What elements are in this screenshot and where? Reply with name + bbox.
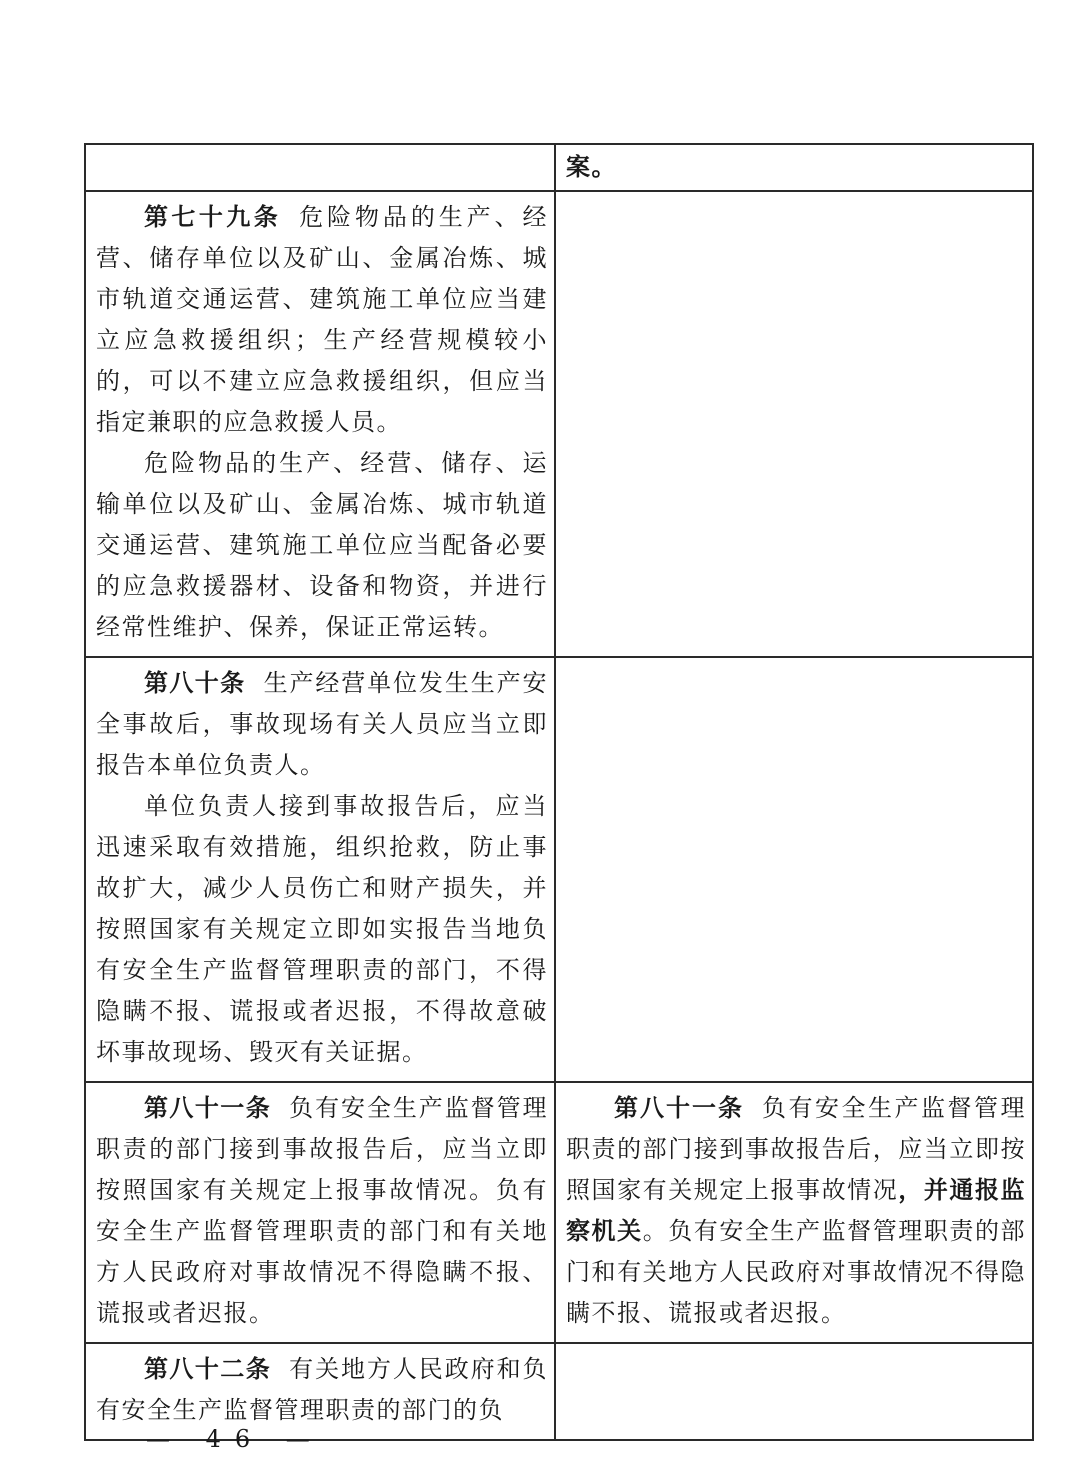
table-row (85, 657, 1033, 1082)
article-paragraph (96, 663, 548, 786)
table-cell-right (555, 1343, 1033, 1440)
table-cell-left (85, 1082, 555, 1343)
table-cell-right (555, 1082, 1033, 1343)
article-number: 第八十条 (144, 669, 246, 697)
page-number: — 46 — (146, 1425, 324, 1453)
table-row (85, 191, 1033, 657)
article-number: 第八十一条 (614, 1094, 744, 1122)
amended-text: ，并通报监察机关 (566, 1176, 1027, 1245)
article-paragraph: 危险物品的生产、经营、储存、运输单位以及矿山、金属冶炼、城市轨道交通运营、建筑施工单位应当配备必要的应急救援器材、设备和物资，并进行经常性维护、保养，保证正常运转。 (96, 449, 548, 641)
article-paragraph (566, 1088, 1026, 1334)
article-paragraph: 单位负责人接到事故报告后，应当迅速采取有效措施，组织抢救，防止事故扩大，减少人员伤亡和财产损失，并按照国家有关规定立即如实报告当地负有安全生产监督管理职责的部门，不得隐瞒不报、谎报或者迟报，不得故意破坏事故现场、毁灭有关证据。 (96, 792, 548, 1066)
article-text: 。负有安全生产监督管理职责的部门和有关地方人民政府对事故情况不得隐瞒不报、谎报或者迟报。 (566, 1217, 1027, 1327)
table-row (85, 1082, 1033, 1343)
table-row (85, 144, 1033, 191)
table-cell-right (555, 657, 1033, 1082)
article-text: 有关地方人民政府和负有安全生产监督管理职责的部门的负 (96, 1355, 549, 1424)
table-cell-left (85, 144, 555, 191)
article-number: 第八十二条 (144, 1355, 272, 1383)
article-text: 生产经营单位发生生产安全事故后，事故现场有关人员应当立即报告本单位负责人。 (96, 669, 549, 779)
article-text: 负有安全生产监督管理职责的部门接到事故报告后，应当立即按照国家有关规定上报事故情况。负有安全生产监督管理职责的部门和有关地方人民政府对事故情况不得隐瞒不报、谎报或者迟报。 (96, 1094, 549, 1327)
table-cell-right (555, 191, 1033, 657)
article-text: 危险物品的生产、经营、储存单位以及矿山、金属冶炼、城市轨道交通运营、建筑施工单位应当建立应急救援组织；生产经营规模较小的，可以不建立应急救援组织，但应当指定兼职的应急救援人员。 (96, 203, 549, 436)
article-number: 第八十一条 (144, 1094, 272, 1122)
continued-text: 案。 (566, 153, 617, 181)
article-text: 负有安全生产监督管理职责的部门接到事故报告后，应当立即按照国家有关规定上报事故情况 (566, 1094, 1026, 1204)
table-cell-left (85, 657, 555, 1082)
article-paragraph (96, 1349, 548, 1431)
article-paragraph (96, 197, 548, 443)
article-paragraph (96, 1088, 548, 1334)
table-cell-right (555, 144, 1033, 191)
comparison-table (84, 143, 1034, 1441)
article-number: 第七十九条 (144, 203, 282, 231)
table-cell-left (85, 191, 555, 657)
